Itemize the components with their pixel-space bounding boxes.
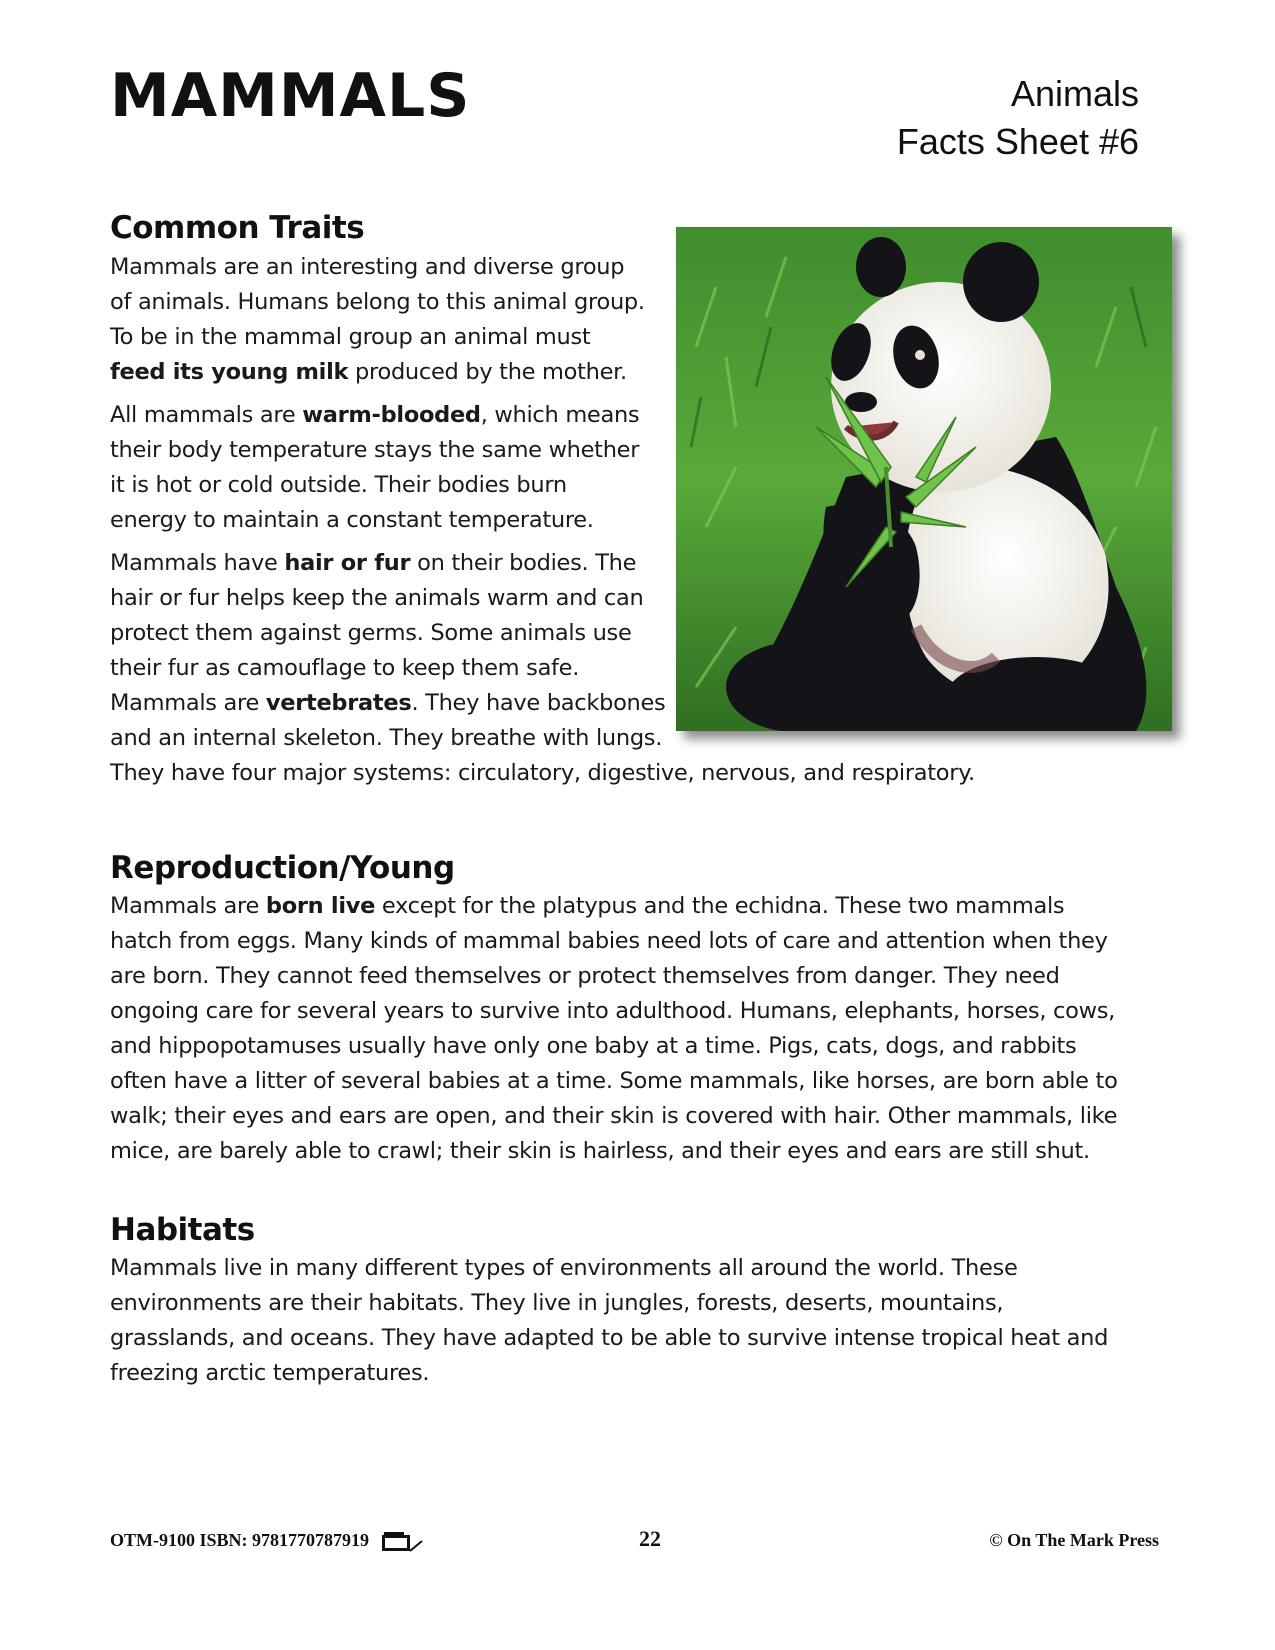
- paragraph-reproduction: Mammals are born live except for the platypus and the echidna. These two mammals hatch from eggs. Many kinds of mammal babies need lots of care and attention when they are born. They cannot feed themselves or protect themselves from danger. They need ongoing care for several years to survive into adulthood. Humans, elephants, horses, cows, and hippopotamuses usually have only one baby at a time. Pigs, cats, dogs, and rabbits often have a litter of several babies at a time. Some mammals, like horses, are born able to walk; their eyes and ears are open, and their skin is covered with hair. Other mammals, like mice, are barely able to crawl; their skin is hairless, and their eyes and ears are still shut.: [110, 893, 1118, 1164]
- section-title-common-traits: Common Traits: [110, 210, 365, 246]
- page-number: 22: [639, 1526, 661, 1551]
- paragraph-common-traits-1: Mammals are an interesting and diverse group of animals. Humans belong to this animal group. To be in the mammal group an animal must feed its young milk produced by the mother.: [110, 254, 645, 385]
- section-title-reproduction: Reproduction/Young: [110, 850, 455, 886]
- paragraph-common-traits-systems: They have four major systems: circulatory, digestive, nervous, and respiratory.: [110, 760, 975, 786]
- panda-photo: [676, 227, 1172, 731]
- paragraph-common-traits-3: Mammals have hair or fur on their bodies. The hair or fur helps keep the animals warm and can protect them against germs. Some animals use their fur as camouflage to keep them safe. Mammals are vertebrates. They have backbones and an internal skeleton. They breathe with lungs.: [110, 550, 666, 751]
- paragraph-habitats: Mammals live in many different types of environments all around the world. These environments are their habitats. They live in jungles, forests, deserts, mountains, grasslands, and oceans. They have adapted to be able to survive intense tropical heat and freezing arctic temperatures.: [110, 1255, 1109, 1386]
- subject-label: Animals: [1010, 73, 1139, 114]
- mammals-logo: MAMMALS: [110, 61, 471, 131]
- footer-isbn: OTM-9100 ISBN: 9781770787919: [110, 1530, 370, 1550]
- sheet-label: Facts Sheet #6: [896, 121, 1139, 162]
- section-title-habitats: Habitats: [110, 1212, 255, 1248]
- footer-copyright: © On The Mark Press: [989, 1530, 1159, 1550]
- paragraph-common-traits-2: All mammals are warm-blooded, which means their body temperature stays the same whether it is hot or cold outside. Their bodies burn energy to maintain a constant temperature.: [110, 402, 640, 533]
- panda-illustration: [676, 227, 1172, 731]
- header-sheet-info: [897, 70, 1139, 166]
